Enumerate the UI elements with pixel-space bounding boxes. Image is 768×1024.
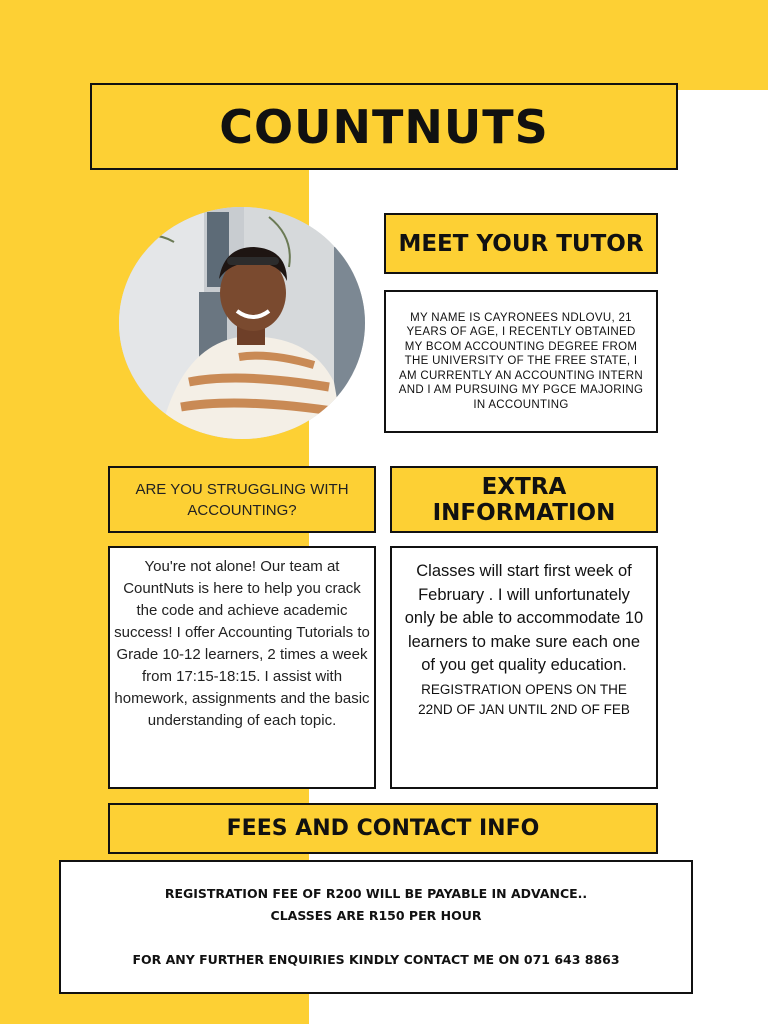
class-rate-line: CLASSES ARE R150 PER HOUR	[270, 908, 482, 923]
struggle-question: ARE YOU STRUGGLING WITH ACCOUNTING?	[108, 466, 376, 533]
tutor-photo-illustration	[119, 207, 365, 439]
tutor-bio: MY NAME IS CAYRONEES NDLOVU, 21 YEARS OF AGE, I RECENTLY OBTAINED MY BCOM ACCOUNTING DEGREE FROM THE UNIVERSITY OF THE FREE STATE, I AM CURRENTLY AN ACCOUNTING INTERN AND I AM PURSUING MY PGCE MAJORING IN ACCOUNTING	[384, 290, 658, 433]
registration-dates: REGISTRATION OPENS ON THE 22ND OF JAN UNTIL 2ND OF FEB	[418, 681, 630, 717]
meet-your-tutor-heading: MEET YOUR TUTOR	[384, 213, 658, 274]
extra-information-heading: EXTRA INFORMATION	[390, 466, 658, 533]
fees-contact-details	[59, 860, 693, 994]
tutoring-description: You're not alone! Our team at CountNuts is here to help you crack the code and achieve academic success! I offer Accounting Tutorials to Grade 10-12 learners, 2 times a week from 17:15-18:15. I assist with homework, assignments and the basic understanding of each topic.	[108, 546, 376, 789]
class-start-info: Classes will start first week of February . I will unfortunately only be able to accommodate 10 learners to make sure each one of you get quality education.	[404, 562, 644, 674]
tutor-photo	[119, 207, 365, 439]
class-details	[390, 546, 658, 789]
page-title: COUNTNUTS	[90, 83, 678, 170]
registration-fee-line: REGISTRATION FEE OF R200 WILL BE PAYABLE IN ADVANCE..	[164, 886, 588, 901]
fees-contact-heading: FEES AND CONTACT INFO	[108, 803, 658, 854]
background-yellow-top	[0, 0, 768, 90]
contact-number-line: FOR ANY FURTHER ENQUIRIES KINDLY CONTACT ME ON 071 643 8863	[132, 952, 620, 967]
